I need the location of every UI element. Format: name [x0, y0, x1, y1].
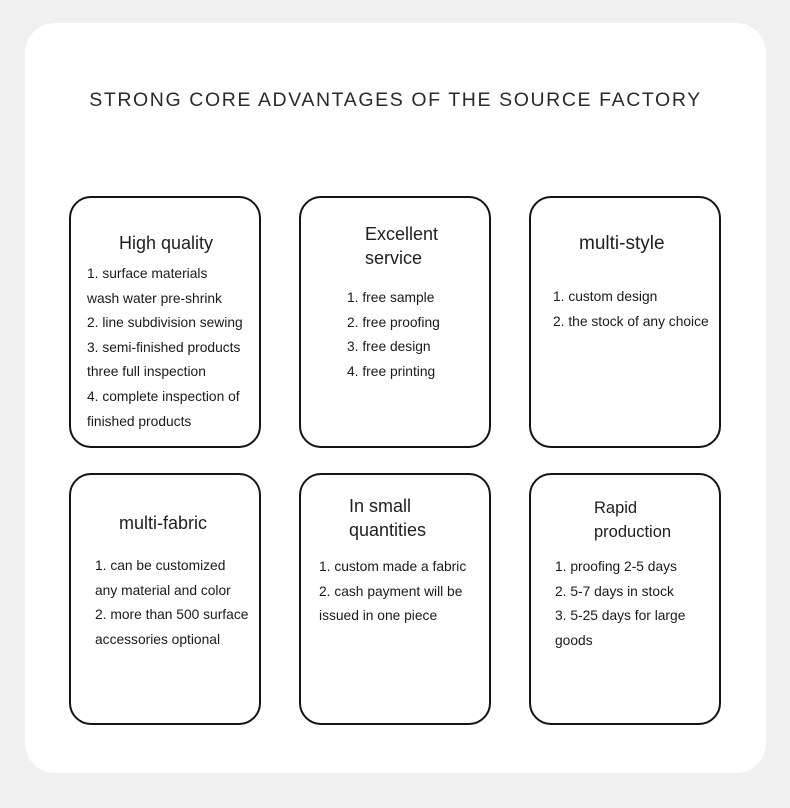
card-rapid-production	[529, 473, 721, 725]
card-title: multi-style	[579, 233, 665, 254]
card-list	[553, 285, 709, 334]
list-item: 2. more than 500 surface accessories optional	[95, 607, 249, 647]
card-multi-style	[529, 196, 721, 448]
list-item: 1. custom design	[553, 289, 658, 304]
list-item: 2. line subdivision sewing	[87, 315, 243, 331]
card-list	[87, 262, 243, 434]
card-list	[555, 555, 685, 653]
card-title: High quality	[119, 233, 214, 253]
card-list	[319, 555, 466, 629]
list-item: 1. surface materials wash water pre-shrink	[87, 266, 222, 306]
page-title: STRONG CORE ADVANTAGES OF THE SOURCE FACTORY	[89, 89, 702, 111]
list-item: 1. custom made a fabric	[319, 559, 467, 574]
list-item: 3. free design	[347, 339, 431, 355]
card-small-quantities	[299, 473, 491, 725]
list-item: 2. cash payment will be issued in one piece	[319, 583, 463, 624]
card-excellent-service	[299, 196, 491, 448]
card-high-quality	[69, 196, 261, 448]
card-title: multi-fabric	[119, 513, 208, 533]
card-multi-fabric	[69, 473, 261, 725]
list-item: 1. proofing 2-5 days	[555, 559, 677, 574]
list-item: 2. the stock of any choice	[553, 313, 709, 329]
list-item: 3. semi-finished products three full inspection	[87, 339, 241, 380]
list-item: 2. free proofing	[347, 314, 440, 330]
list-item: 4. free printing	[347, 363, 436, 379]
list-item: 2. 5-7 days in stock	[555, 583, 674, 599]
list-item: 1. can be customized any material and color	[95, 558, 231, 598]
list-item: 1. free sample	[347, 290, 435, 305]
card-list	[347, 286, 440, 384]
list-item: 3. 5-25 days for large goods	[555, 608, 686, 648]
list-item: 4. complete inspection of finished products	[87, 388, 240, 429]
card-list	[95, 554, 248, 652]
card-title: In small quantities	[349, 496, 427, 540]
card-title: Excellent service	[365, 224, 439, 268]
card-title: Rapid production	[594, 499, 672, 541]
